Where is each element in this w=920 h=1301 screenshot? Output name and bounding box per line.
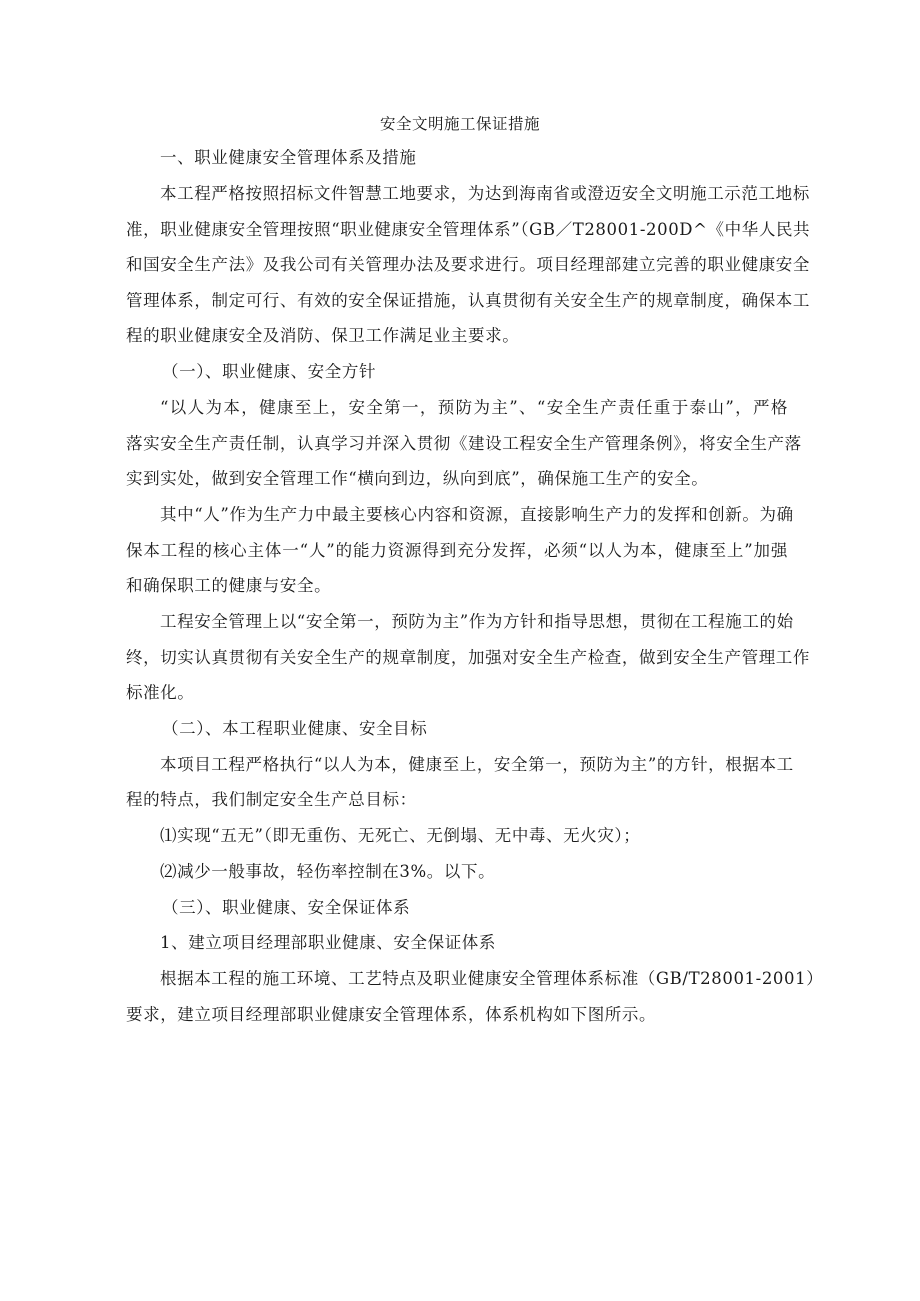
paragraph-line: 和国安全生产法》及我公司有关管理办法及要求进行。项目经理部建立完善的职业健康安全	[126, 255, 810, 274]
paragraph-line: 根据本工程的施工环境、工艺特点及职业健康安全管理体系标准（GB/T28001-2001）	[160, 969, 824, 988]
paragraph-line: 标准化。	[126, 683, 195, 702]
goal-item: ⑴实现“五无”（即无重伤、无死亡、无倒塌、无中毒、无火灾）；	[160, 826, 641, 845]
paragraph-line: 保本工程的核心主体一“人”的能力资源得到充分发挥，必须“以人为本，健康至上”加强	[126, 541, 788, 560]
goal-item: ⑵减少一般事故，轻伤率控制在3%。以下。	[160, 862, 496, 881]
paragraph-line: 准，职业健康安全管理按照“职业健康安全管理体系”（GB／T28001-200D^《中华人民共	[126, 220, 811, 239]
paragraph-line: 实到实处，做到安全管理工作“横向到边，纵向到底”，确保施工生产的安全。	[126, 469, 709, 488]
paragraph-line: 要求，建立项目经理部职业健康安全管理体系，体系机构如下图所示。	[126, 1005, 657, 1024]
subsection-heading: （三）、职业健康、安全保证体系	[162, 898, 411, 917]
paragraph-line: 本项目工程严格执行“以人为本，健康至上，安全第一，预防为主”的方针，根据本工	[160, 755, 794, 774]
paragraph-line: 其中“人”作为生产力中最主要核心内容和资源，直接影响生产力的发挥和创新。为确	[160, 505, 794, 524]
paragraph-line: 工程安全管理上以“安全第一，预防为主”作为方针和指导思想，贯彻在工程施工的始	[160, 612, 794, 631]
paragraph-line: 管理体系，制定可行、有效的安全保证措施，认真贯彻有关安全生产的规章制度，确保本工	[126, 291, 810, 310]
paragraph-line: “以人为本，健康至上，安全第一，预防为主”、“安全生产责任重于泰山”，严格	[160, 398, 788, 417]
item-heading: 1、建立项目经理部职业健康、安全保证体系	[160, 933, 496, 952]
paragraph-line: 和确保职工的健康与安全。	[126, 576, 332, 595]
subsection-heading: （一）、职业健康、安全方针	[162, 362, 377, 381]
paragraph-line: 程的特点，我们制定安全生产总目标：	[126, 790, 417, 809]
subsection-heading: （二）、本工程职业健康、安全目标	[162, 719, 428, 738]
section-heading: 一、职业健康安全管理体系及措施	[160, 148, 417, 167]
paragraph-line: 落实安全生产责任制，认真学习并深入贯彻《建设工程安全生产管理条例》，将安全生产落	[126, 434, 802, 453]
paragraph-line: 程的职业健康安全及消防、保卫工作满足业主要求。	[126, 326, 520, 345]
paragraph-line: 终，切实认真贯彻有关安全生产的规章制度，加强对安全生产检查，做到安全生产管理工作	[126, 648, 810, 667]
paragraph-line: 本工程严格按照招标文件智慧工地要求，为达到海南省或澄迈安全文明施工示范工地标	[160, 184, 810, 203]
document-title: 安全文明施工保证措施	[379, 115, 540, 133]
